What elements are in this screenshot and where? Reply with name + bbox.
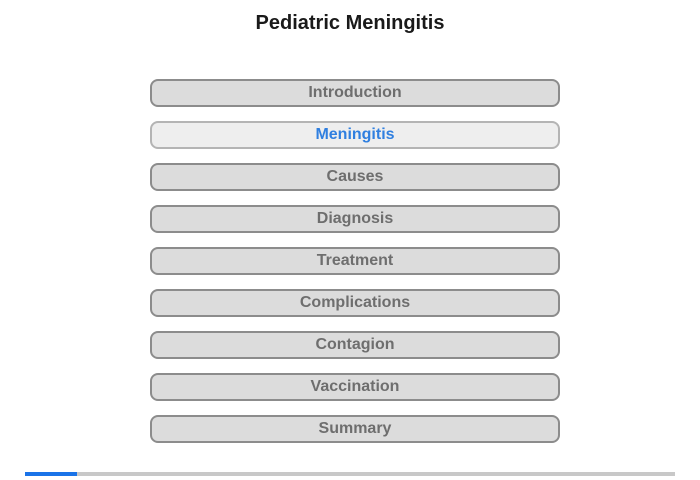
menu-item-meningitis[interactable]: Meningitis bbox=[150, 121, 560, 149]
menu-item-treatment[interactable]: Treatment bbox=[150, 247, 560, 275]
menu-item-causes[interactable]: Causes bbox=[150, 163, 560, 191]
menu-item-diagnosis[interactable]: Diagnosis bbox=[150, 205, 560, 233]
menu-item-introduction[interactable]: Introduction bbox=[150, 79, 560, 107]
menu-item-vaccination[interactable]: Vaccination bbox=[150, 373, 560, 401]
menu-item-complications[interactable]: Complications bbox=[150, 289, 560, 317]
topic-menu bbox=[150, 79, 560, 457]
progress-bar bbox=[25, 472, 675, 476]
page-title: Pediatric Meningitis bbox=[255, 12, 445, 34]
progress-bar-fill bbox=[25, 472, 77, 476]
menu-item-summary[interactable]: Summary bbox=[150, 415, 560, 443]
menu-item-contagion[interactable]: Contagion bbox=[150, 331, 560, 359]
